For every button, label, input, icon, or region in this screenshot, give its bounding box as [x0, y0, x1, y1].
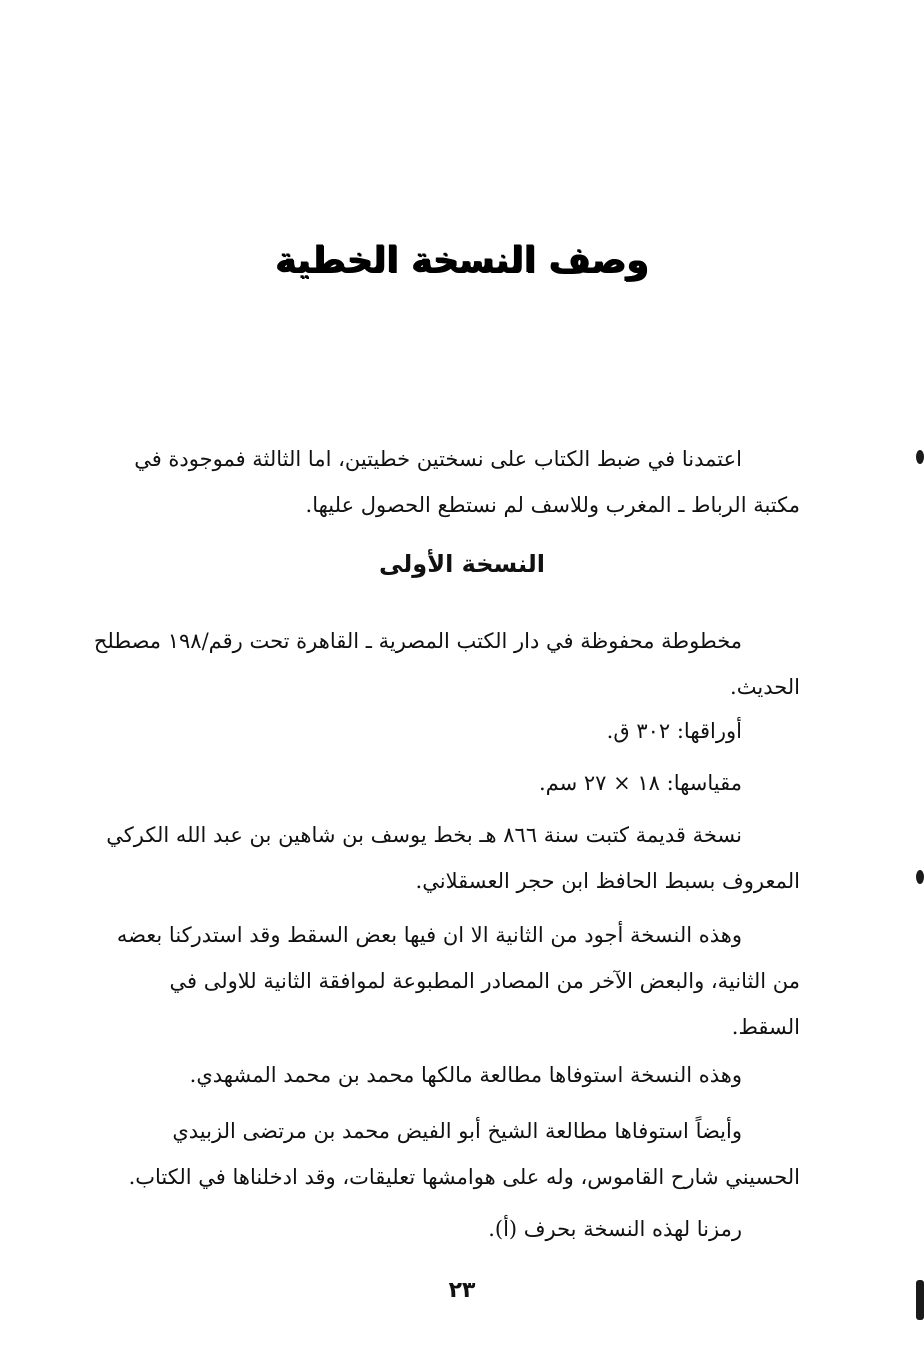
- dimensions-paragraph: [80, 760, 800, 806]
- quality-line: السقط.: [731, 1015, 800, 1039]
- binding-mark: [916, 870, 924, 884]
- copy-line: نسخة قديمة كتبت سنة ٨٦٦ هـ بخط يوسف بن شاهين بن عبد الله الكركي: [106, 823, 742, 847]
- location-line: مخطوطة محفوظة في دار الكتب المصرية ـ القاهرة تحت رقم/١٩٨ مصطلح: [93, 629, 742, 653]
- page-title: وصف النسخة الخطية: [275, 240, 649, 281]
- intro-line: اعتمدنا في ضبط الكتاب على نسختين خطيتين، اما الثالثة فموجودة في: [134, 447, 742, 471]
- copy-paragraph: [80, 812, 800, 904]
- location-paragraph: [80, 618, 800, 710]
- symbol-line: رمزنا لهذه النسخة بحرف (أ).: [488, 1217, 742, 1241]
- symbol-paragraph: [80, 1206, 800, 1252]
- section-title: النسخة الأولى: [379, 550, 545, 578]
- binding-mark: [916, 1280, 924, 1320]
- reading1-line: وهذه النسخة استوفاها مطالعة مالكها محمد بن محمد المشهدي.: [189, 1063, 742, 1087]
- reading1-paragraph: [80, 1052, 800, 1098]
- page-number: ٢٣: [448, 1278, 476, 1303]
- reading2-line: وأيضاً استوفاها مطالعة الشيخ أبو الفيض محمد بن مرتضى الزبيدي: [172, 1119, 742, 1143]
- reading2-line: الحسيني شارح القاموس، وله على هوامشها تعليقات، وقد ادخلناها في الكتاب.: [128, 1165, 800, 1189]
- quality-paragraph: [80, 912, 800, 1050]
- intro-line: مكتبة الرباط ـ المغرب وللاسف لم نستطع الحصول عليها.: [305, 493, 800, 517]
- location-line: الحديث.: [730, 675, 800, 699]
- intro-paragraph: [80, 436, 800, 528]
- leaves-line: أوراقها: ٣٠٢ ق.: [606, 719, 742, 743]
- copy-line: المعروف بسبط الحافظ ابن حجر العسقلاني.: [415, 869, 800, 893]
- dimensions-line: مقياسها: ١٨ × ٢٧ سم.: [538, 771, 742, 795]
- leaves-paragraph: [80, 708, 800, 754]
- reading2-paragraph: [80, 1108, 800, 1200]
- quality-line: من الثانية، والبعض الآخر من المصادر المطبوعة لموافقة الثانية للاولى في: [169, 969, 800, 993]
- quality-line: وهذه النسخة أجود من الثانية الا ان فيها بعض السقط وقد استدركنا بعضه: [116, 923, 742, 947]
- binding-mark: [916, 450, 924, 464]
